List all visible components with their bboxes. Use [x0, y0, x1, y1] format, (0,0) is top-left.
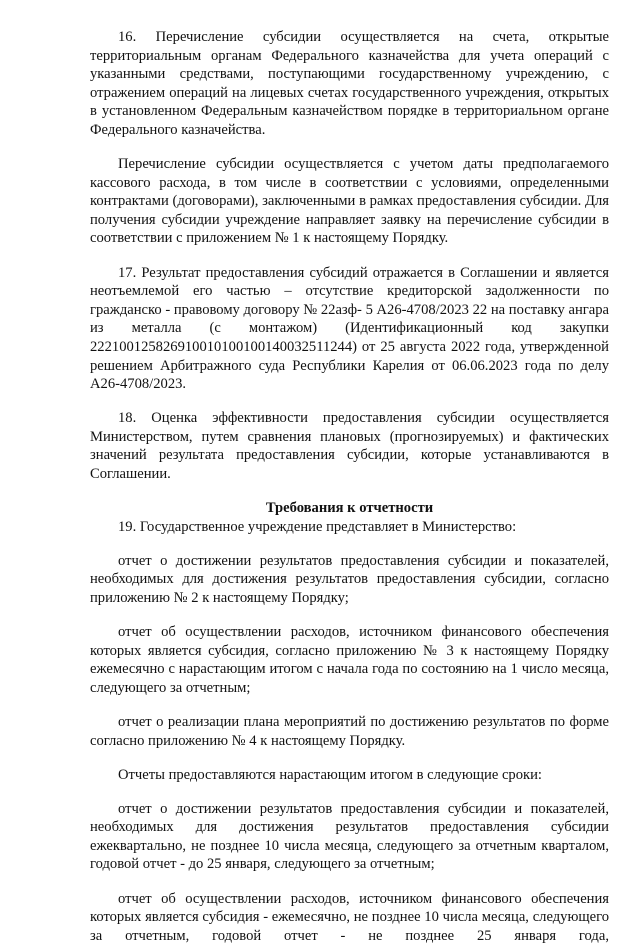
deadline-expenses-report: отчет об осуществлении расходов, источником финансового обеспечения которых является субсидия - ежемесячно, не позднее 10 числа месяца, следующего за отчетным, годовой отчет - не позднее 25 января года, — [90, 890, 609, 944]
document-page — [90, 28, 609, 945]
paragraph-18: 18. Оценка эффективности предоставления субсидии осуществляется Министерством, путем сравнения плановых (прогнозируемых) и фактических значений результата предоставления субсидии, которые устанавливаются в Соглашении. — [90, 410, 609, 482]
paragraph-19: 19. Государственное учреждение представляет в Министерство: — [118, 518, 517, 535]
paragraph-17: 17. Результат предоставления субсидий отражается в Соглашении и является неотъемлемой его частью – отсутствие кредиторской задолженности по гражданско - правовому договору № 22азф- 5 А26-4708/2023 22 на поставку ангара из металла (с монтажом) (Идентификационный код закупки 222100125826910010100100140032511244) от 25 августа 2022 года, утвержденной решением Арбитражного суда Республики Карелия от 06.06.2023 года по делу А26-4708/2023. — [90, 264, 609, 393]
paragraph-16: 16. Перечисление субсидии осуществляется на счета, открытые территориальным органам Федерального казначейства для учета операций с указанными средствами, поступающими государственному учреждению, с отражением операций на лицевых счетах государственного учреждения, открытых в установленном Федеральным казначейством порядке в территориальном органе Федерального казначейства. — [90, 29, 609, 138]
paragraph-16-continued: Перечисление субсидии осуществляется с учетом даты предполагаемого кассового расхода, в том числе в соответствии с условиями, определенными контрактами (договорами), заключенными в рамках предоставления субсидии. Для получения субсидии учреждение направляет заявку на перечисление субсидии в соответствии с приложением № 1 к настоящему Порядку. — [90, 156, 609, 247]
report-item-expenses: отчет об осуществлении расходов, источником финансового обеспечения которых является субсидия, согласно приложению № 3 к настоящему Порядку ежемесячно с нарастающим итогом с начала года по состоянию на 1 число месяца, следующего за отчетным; — [90, 624, 609, 696]
report-deadlines-intro: Отчеты предоставляются нарастающим итогом в следующие сроки: — [118, 766, 542, 783]
deadline-results-report: отчет о достижении результатов предоставления субсидии и показателей, необходимых для достижения результатов предоставления субсидии ежеквартально, не позднее 10 числа месяца, следующего за отчетным кварталом, годовой отчет - до 25 января, следующего за отчетным; — [90, 800, 609, 873]
report-item-plan: отчет о реализации плана мероприятий по достижению результатов по форме согласно приложению № 4 к настоящему Порядку. — [90, 713, 609, 749]
section-heading: Требования к отчетности — [265, 500, 434, 517]
report-item-results: отчет о достижении результатов предоставления субсидии и показателей, необходимых для достижения результатов предоставления субсидии, согласно приложению № 2 к настоящему Порядку; — [90, 552, 609, 606]
